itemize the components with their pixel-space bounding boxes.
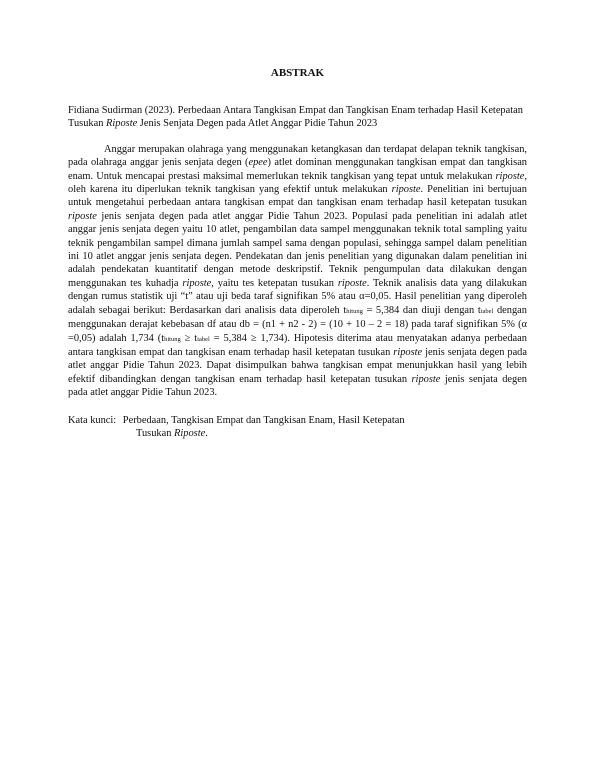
- body-italic: riposte: [391, 184, 421, 196]
- keywords: [68, 414, 527, 441]
- body-text: Anggar merupakan olahraga yang menggunakan ketangkasan dan terdapat delapan teknik tangkisan, pada olahraga anggar jenis senjata degen (: [68, 143, 527, 169]
- keywords-label: Kata kunci:: [68, 414, 117, 426]
- body-italic: riposte: [495, 170, 525, 182]
- body-text: jenis senjata degen pada atlet anggar Pidie Tahun 2023. Dapat disimpulkan bahwa tangkisan empat menunjukkan hasil yang lebih efektif dibandingkan dengan tangkisan enam terhadap hasil ketepatan tusukan: [68, 346, 527, 385]
- body-text: , oleh karena itu diperlukan teknik tangkisan yang efektif untuk melakukan: [68, 170, 527, 196]
- keywords-line2-prefix: Tusukan: [136, 427, 175, 439]
- citation-suffix: Jenis Senjata Degen pada Atlet Anggar Pidie Tahun 2023: [137, 118, 378, 130]
- citation-prefix: Fidiana Sudirman (2023). Perbedaan Antara Tangkisan Empat dan Tangkisan Enam terhadap Hasil Ketepatan Tusukan: [68, 105, 523, 130]
- citation-italic: Riposte: [106, 118, 138, 130]
- body-text: jenis senjata degen pada atlet anggar Pidie Tahun 2023.: [68, 373, 528, 399]
- keywords-line1: Perbedaan, Tangkisan Empat dan Tangkisan Enam, Hasil Ketepatan: [122, 414, 405, 426]
- subscript: tabel: [480, 307, 494, 315]
- body-text: jenis senjata degen pada atlet anggar Pidie Tahun 2023. Populasi pada penelitian ini adalah atlet anggar jenis senjata degen yaitu 10 atlet, pengambilan data sampel menggunakan teknik total sampling yaitu teknik pengambilan sampel dimana jumlah sampel sama dengan populasi, sehingga sampel dalam penelitian ini 10 atlet anggar jenis senjata degen. Pendekatan dan jenis penelitian yang digunakan dalam penelitian ini adalah pendekatan kuantitatif dengan metode deskripstif. Teknik pengumpulan data dilakukan dengan menggunakan tes kuhadja: [68, 210, 527, 289]
- body-italic: riposte: [182, 277, 212, 289]
- citation: [68, 104, 527, 131]
- keywords-line2-suffix: .: [205, 427, 208, 439]
- body-italic: epee: [248, 157, 268, 169]
- keywords-line2: [68, 427, 405, 440]
- body-italic: riposte: [411, 373, 441, 385]
- keywords-line2-italic: Riposte: [174, 427, 206, 439]
- abstract-title: ABSTRAK: [270, 67, 325, 79]
- body-text: = 5,384 dan diuji dengan t: [362, 304, 481, 316]
- body-text: = 5,384 ≥ 1,734). Hipotesis diterima atau menyatakan adanya perbedaan antara tangkisan empat dan tangkisan enam terhadap hasil ketepatan tusukan: [68, 332, 527, 358]
- body-text: dengan menggunakan derajat kebebasan df atau db = (n1 + n2 - 2) = (10 + 10 – 2 = 18) pada taraf signifikan 5% (α =0,05) adalah 1,734 (t: [68, 304, 527, 344]
- body-text: ) atlet dominan menggunakan tangkisan empat dan tangkisan enam. Untuk mencapai prestasi maksimal memerlukan teknik tangkisan yang tepat untuk melakukan: [68, 157, 528, 182]
- body-text: . Penelitian ini bertujuan untuk mengetahui perbedaan antara tangkisan empat dan tangkisan enam terhadap hasil ketepatan tusukan: [68, 184, 527, 209]
- body-italic: riposte: [393, 346, 423, 358]
- subscript: hitung: [346, 307, 363, 315]
- body-text: , yaitu tes ketepatan tusukan: [211, 277, 338, 289]
- body-text: . Teknik analisis data yang dilakukan dengan rumus statistik uji “t” atau uji beda taraf signifikan 5% atau α=0,05. Hasil penelitian yang diperoleh adalah sebagai berikut: Berdasarkan dari analisis data diperoleh t: [68, 277, 527, 316]
- body-italic: riposte: [337, 277, 367, 289]
- body-italic: riposte: [68, 210, 97, 222]
- abstract-body: [68, 143, 527, 400]
- body-text: ≥ t: [180, 332, 198, 344]
- subscript: tabel: [197, 335, 210, 343]
- subscript: hitung: [164, 335, 181, 343]
